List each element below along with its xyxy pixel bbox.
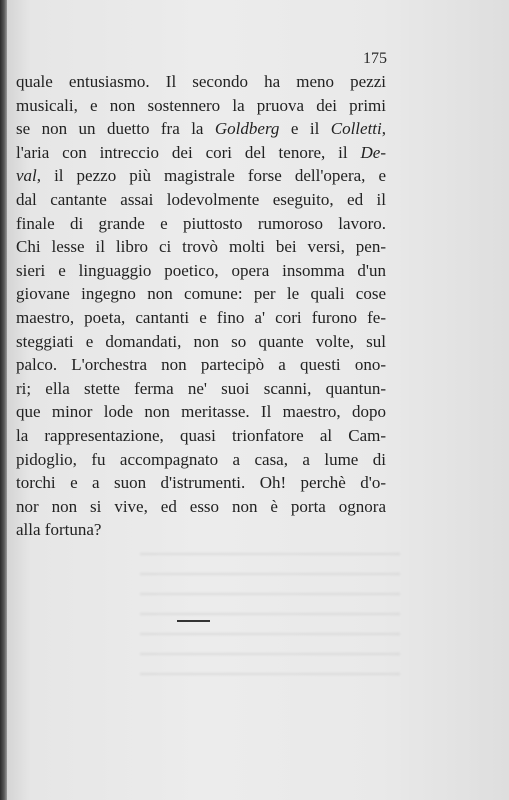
italic-name-deval-part1: De- (360, 142, 386, 162)
text-line: Chi lesse il libro ci trovò molti bei versi, pen- (16, 237, 386, 257)
text-line: dal cantante assai lodevolmente eseguito, ed il (16, 189, 386, 209)
text-line: sieri e linguaggio poetico, opera insomma d'un (16, 260, 386, 280)
page-number: 175 (363, 50, 387, 67)
italic-name-colletti: Colletti (330, 119, 382, 139)
text-line: quale entusiasmo. Il secondo ha meno pezzi (16, 72, 386, 91)
page-binding-edge (0, 0, 7, 800)
text-line: maestro, poeta, cantanti e fino a' cori furono fe- (16, 307, 386, 327)
text-line: finale di grande e piuttosto rumoroso lavoro. (16, 213, 386, 233)
text-line: alla fortuna? (16, 520, 102, 540)
body-text (16, 70, 386, 542)
bleed-through-shadow (140, 540, 400, 690)
italic-name-deval-part2: val (16, 166, 37, 186)
text-line: val, il pezzo più magistrale forse dell'opera, e (16, 166, 386, 186)
text-line: palco. L'orchestra non partecipò a questi ono- (16, 355, 386, 375)
text-line: musicali, e non sostennero la pruova dei primi (16, 95, 386, 115)
text-line: nor non si vive, ed esso non è porta ognora (16, 496, 386, 516)
text-line: ri; ella stette ferma ne' suoi scanni, quantun- (16, 378, 386, 398)
italic-name-goldberg: Goldberg (214, 119, 280, 139)
text-line: l'aria con intreccio dei cori del tenore, il De- (16, 142, 386, 162)
text-line: que minor lode non meritasse. Il maestro, dopo (16, 402, 386, 422)
text-line: la rappresentazione, quasi trionfatore al Cam- (16, 425, 386, 445)
section-divider (177, 620, 210, 622)
text-line: steggiati e domandati, non so quante volte, sul (16, 331, 386, 351)
text-line: pidoglio, fu accompagnato a casa, a lume di (16, 449, 386, 469)
text-line: se non un duetto fra la Goldberg e il Colletti, (16, 119, 386, 139)
text-line: torchi e a suon d'istrumenti. Oh! perchè d'o- (16, 473, 386, 493)
text-line: giovane ingegno non comune: per le quali cose (16, 284, 386, 304)
